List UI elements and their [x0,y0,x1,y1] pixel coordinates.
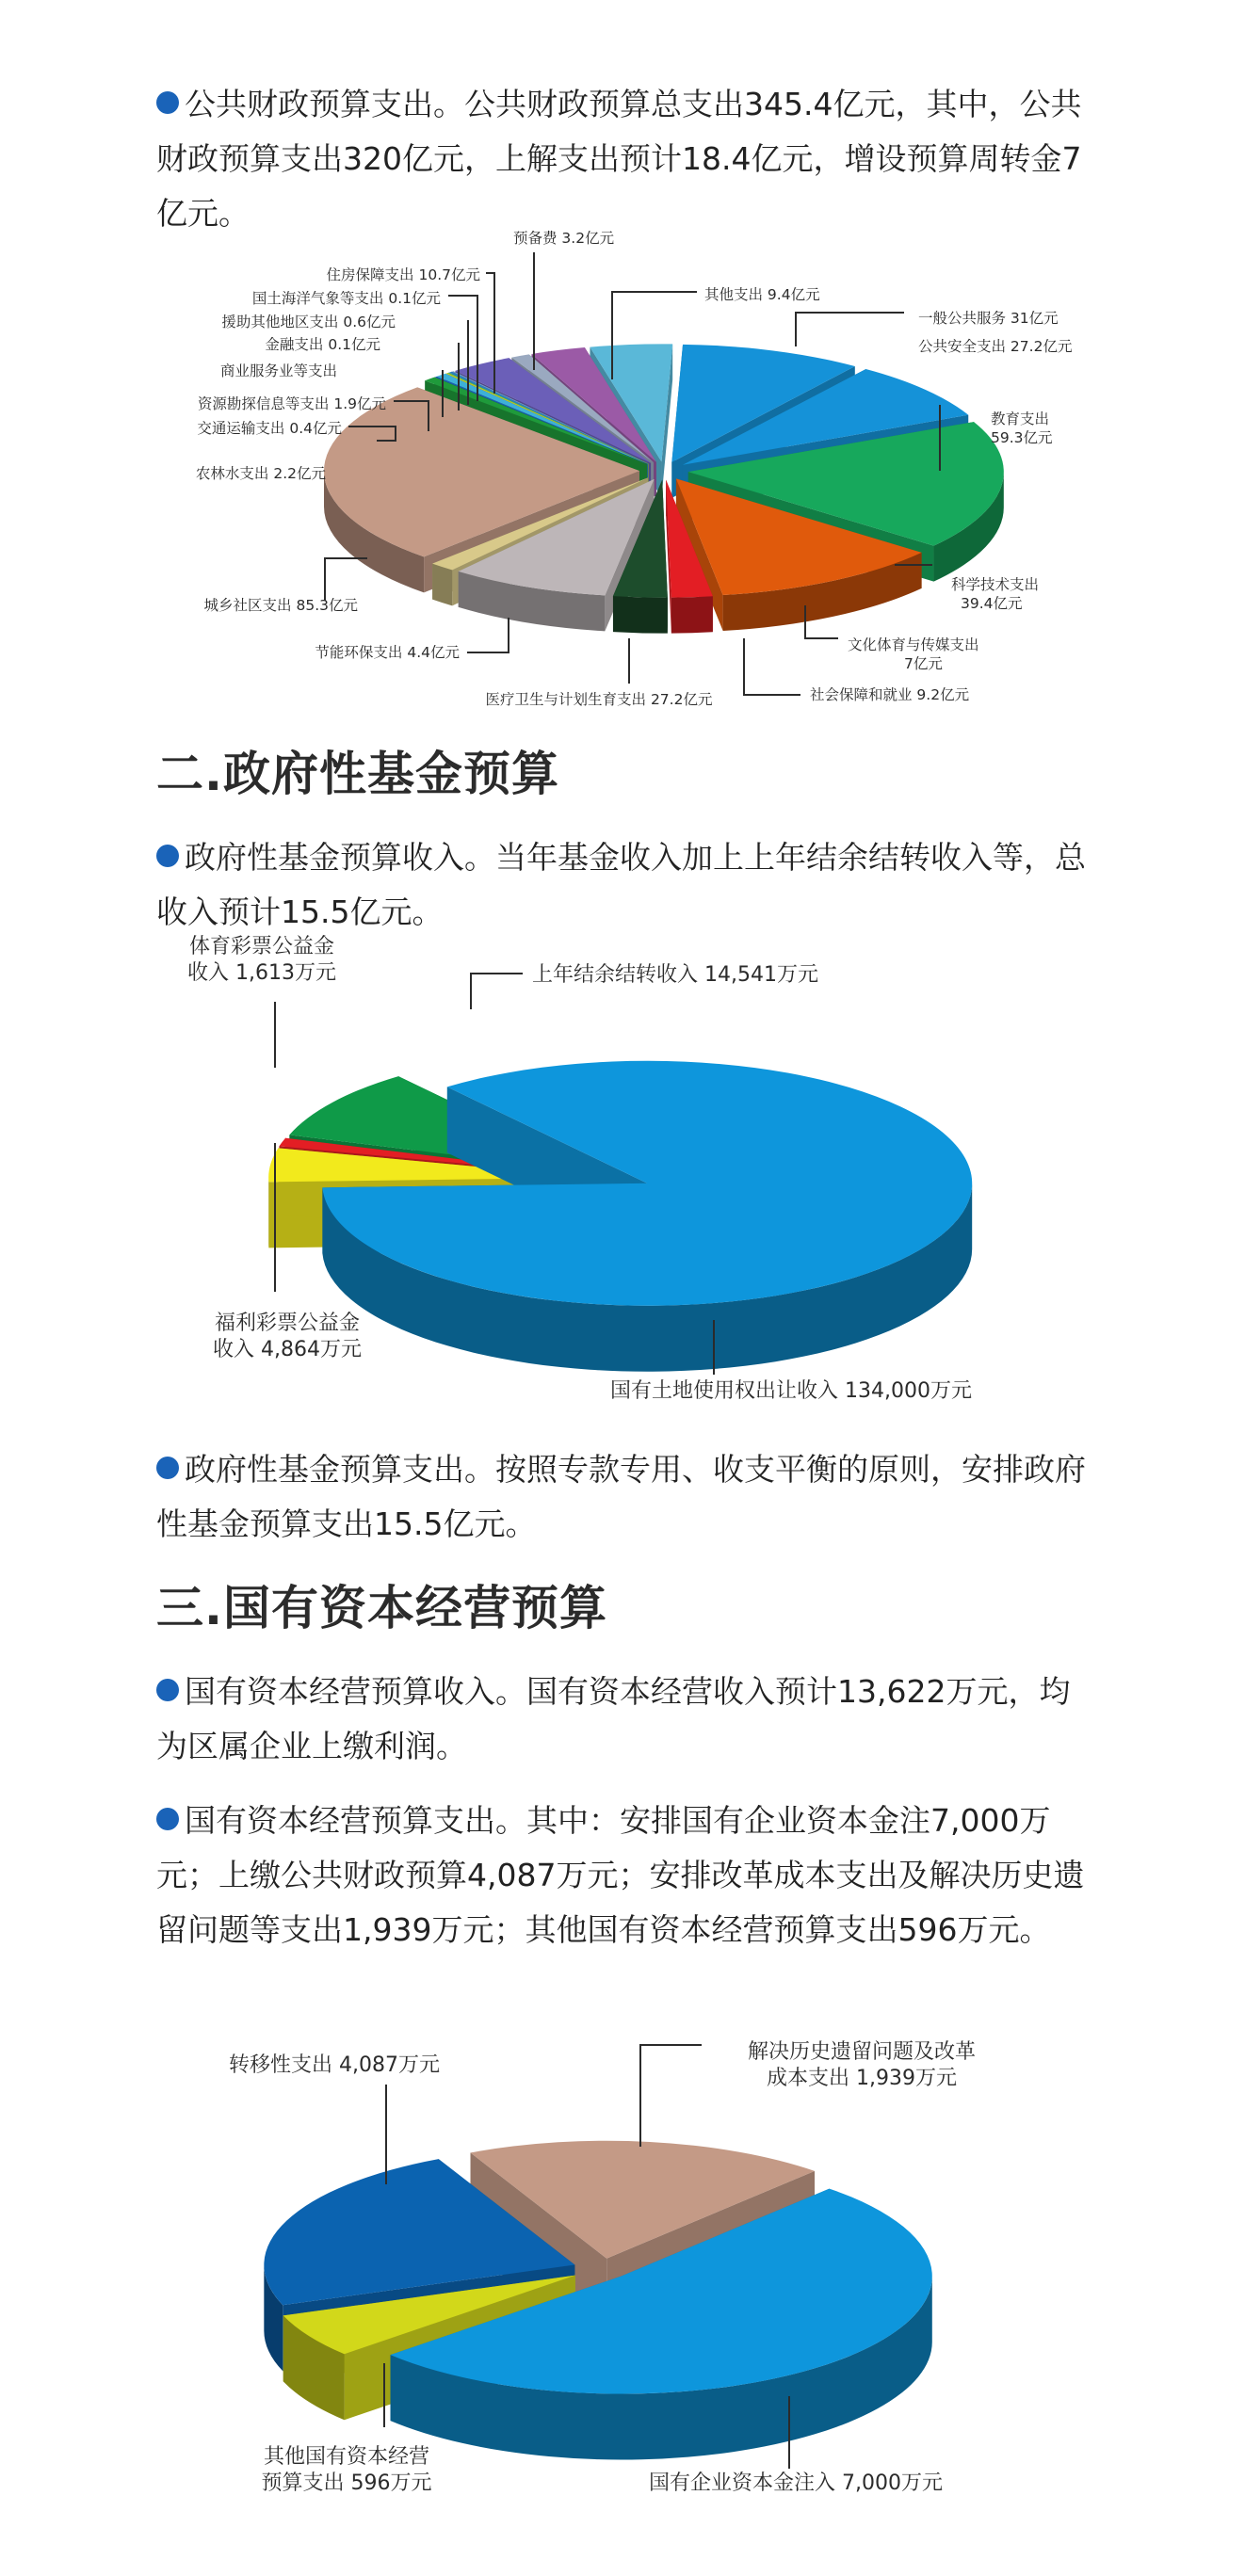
chart-gov-fund-income [0,934,1245,1424]
bullet-icon [156,1808,179,1830]
label-education: 教育支出 [991,411,1050,427]
chart-label: 住房保障支出 10.7亿元 [326,266,480,283]
chart-label: 公共安全支出 27.2亿元 [918,338,1073,355]
paragraph-state-capital-expenditure: 国有资本经营预算支出。其中：安排国有企业资本金注7,000万元；上缴公共财政预算4,087万元；安排改革成本支出及解决历史遗留问题等支出1,939万元；其他国有资本经营预算支出596万元。 [156,1802,1085,1948]
label-carryover: 上年结余结转收入 14,541万元 [532,963,818,987]
heading-gov-fund-budget: 二.政府性基金预算 [156,747,559,801]
chart-label: 医疗卫生与计划生育支出 27.2亿元 [485,691,713,708]
label-other-capital-1: 其他国有资本经营 [263,2445,430,2469]
chart-label: 金融支出 0.1亿元 [265,336,380,353]
bullet-icon [156,845,179,867]
label-reform-cost-2: 成本支出 1,939万元 [767,2067,957,2090]
paragraph-gov-fund-expenditure: 政府性基金预算支出。按照专款专用、收支平衡的原则，安排政府性基金预算支出15.5亿元。 [156,1451,1086,1542]
chart-label: 农林水支出 2.2亿元 [195,465,326,482]
label-welfare-lottery-2: 收入 4,864万元 [213,1338,362,1361]
bullet-icon [156,1457,179,1479]
bullet-icon [156,91,179,114]
label-transfer: 转移性支出 4,087万元 [229,2053,440,2077]
leader-line [471,974,523,1009]
chart-label: 援助其他地区支出 0.6亿元 [221,314,396,330]
label-science-value: 39.4亿元 [961,595,1023,612]
chart-state-capital-expenditure [0,2040,1245,2533]
chart-label: 社会保障和就业 9.2亿元 [810,686,970,703]
chart-label: 节能环保支出 4.4亿元 [315,644,460,661]
label-culture-value: 7亿元 [904,655,943,672]
leader-line [467,618,509,652]
bullet-icon [156,1679,179,1701]
chart-label: 一般公共服务 31亿元 [918,310,1059,327]
label-capital-injection: 国有企业资本金注入 7,000万元 [649,2471,943,2495]
label-welfare-lottery-1: 福利彩票公益金 [214,1312,361,1335]
label-other-capital-2: 预算支出 596万元 [261,2471,432,2495]
chart-label: 资源勘探信息等支出 1.9亿元 [197,395,386,412]
label-science: 科学技术支出 [951,576,1040,593]
chart-label: 预备费 3.2亿元 [513,230,615,247]
label-sports-lottery-2: 收入 1,613万元 [187,961,336,985]
chart-public-expenditure [0,224,1245,733]
chart-label: 城乡社区支出 85.3亿元 [203,597,358,614]
label-land: 国有土地使用权出让收入 134,000万元 [610,1379,972,1403]
leader-line [325,558,367,601]
leader-line [796,313,904,346]
label-sports-lottery-1: 体育彩票公益金 [188,935,335,958]
paragraph-public-expenditure: 公共财政预算支出。公共财政预算总支出345.4亿元，其中，公共财政预算支出320亿元，上解支出预计18.4亿元，增设预算周转金7亿元。 [156,86,1082,232]
heading-state-capital-budget: 三.国有资本经营预算 [156,1581,607,1635]
paragraph-state-capital-income: 国有资本经营预算收入。国有资本经营收入预计13,622万元，均为区属企业上缴利润。 [156,1673,1071,1764]
leader-line [640,2045,702,2147]
label-culture: 文化体育与传媒支出 [848,636,979,653]
leader-line [744,638,800,695]
label-education-value: 59.3亿元 [991,429,1053,446]
label-reform-cost-1: 解决历史遗留问题及改革 [747,2040,977,2064]
chart-label: 国土海洋气象等支出 0.1亿元 [251,290,441,307]
chart-label: 交通运输支出 0.4亿元 [197,420,342,437]
chart-label: 商业服务业等支出 [219,362,337,379]
chart-label: 其他支出 9.4亿元 [704,286,820,303]
paragraph-gov-fund-income: 政府性基金预算收入。当年基金收入加上上年结余结转收入等，总收入预计15.5亿元。 [156,839,1086,930]
